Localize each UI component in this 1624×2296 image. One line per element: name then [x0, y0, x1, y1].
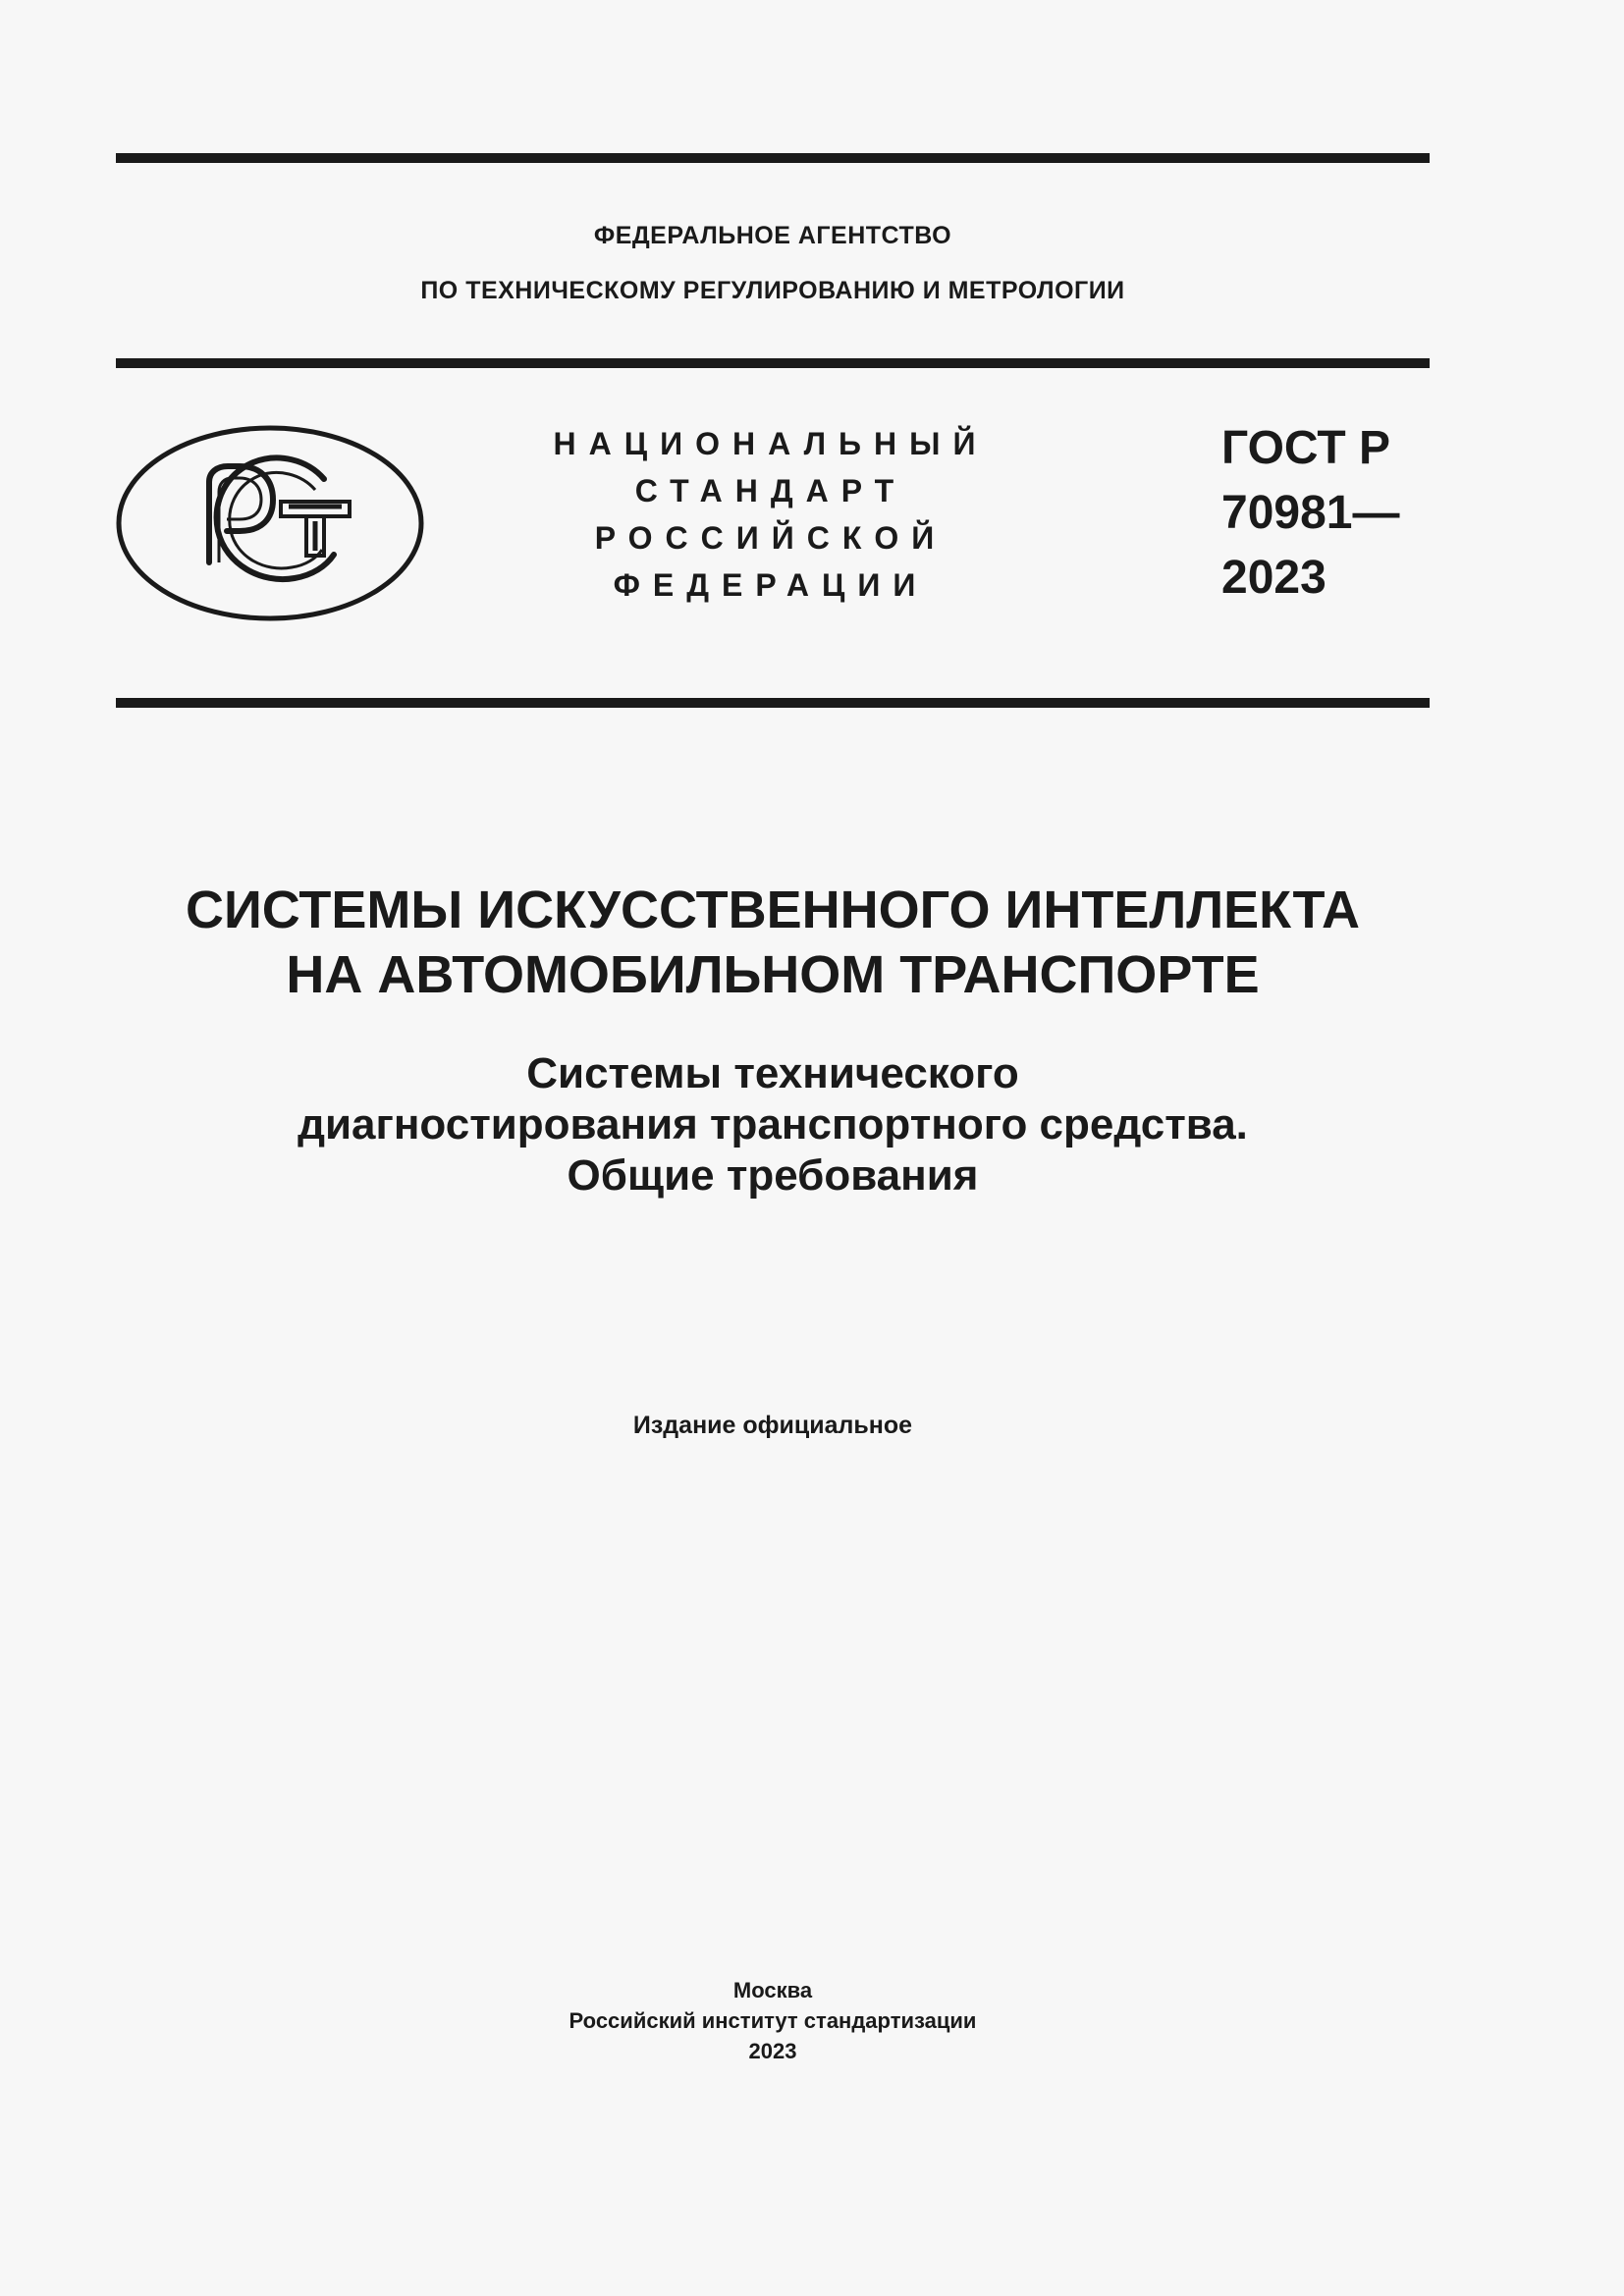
edition-label: Издание официальное	[632, 1412, 913, 1439]
designation-line: 2023	[1221, 552, 1326, 604]
subtitle-line: Системы технического	[526, 1049, 1019, 1097]
national-standard-line: НАЦИОНАЛЬНЫЙ	[553, 426, 989, 461]
imprint-year: 2023	[748, 2039, 797, 2063]
imprint-city: Москва	[732, 1978, 813, 2002]
standard-designation	[1221, 416, 1399, 611]
imprint-publisher: Российский институт стандартизации	[568, 2008, 977, 2033]
rst-certification-logo-icon	[116, 425, 425, 621]
middle-rule	[116, 698, 1430, 708]
national-standard-line: ФЕДЕРАЦИИ	[613, 567, 929, 603]
document-subtitle	[116, 1048, 1430, 1201]
document-title	[116, 878, 1430, 1007]
subtitle-line: диагностирования транспортного средства.	[298, 1100, 1248, 1148]
top-rule	[116, 153, 1430, 163]
national-standard-label	[511, 420, 1031, 609]
agency-line-2: ПО ТЕХНИЧЕСКОМУ РЕГУЛИРОВАНИЮ И МЕТРОЛОГИИ	[420, 277, 1125, 304]
designation-line: 70981—	[1221, 487, 1400, 539]
title-line: НА АВТОМОБИЛЬНОМ ТРАНСПОРТЕ	[286, 945, 1260, 1004]
imprint	[116, 1975, 1430, 2066]
title-line: СИСТЕМЫ ИСКУССТВЕННОГО ИНТЕЛЛЕКТА	[185, 881, 1361, 939]
national-standard-line: РОССИЙСКОЙ	[594, 520, 947, 556]
designation-line: ГОСТ Р	[1221, 422, 1391, 474]
header-rule	[116, 358, 1430, 368]
agency-line-1: ФЕДЕРАЛЬНОЕ АГЕНТСТВО	[593, 222, 952, 249]
national-standard-line: СТАНДАРТ	[634, 473, 907, 508]
subtitle-line: Общие требования	[567, 1151, 979, 1200]
